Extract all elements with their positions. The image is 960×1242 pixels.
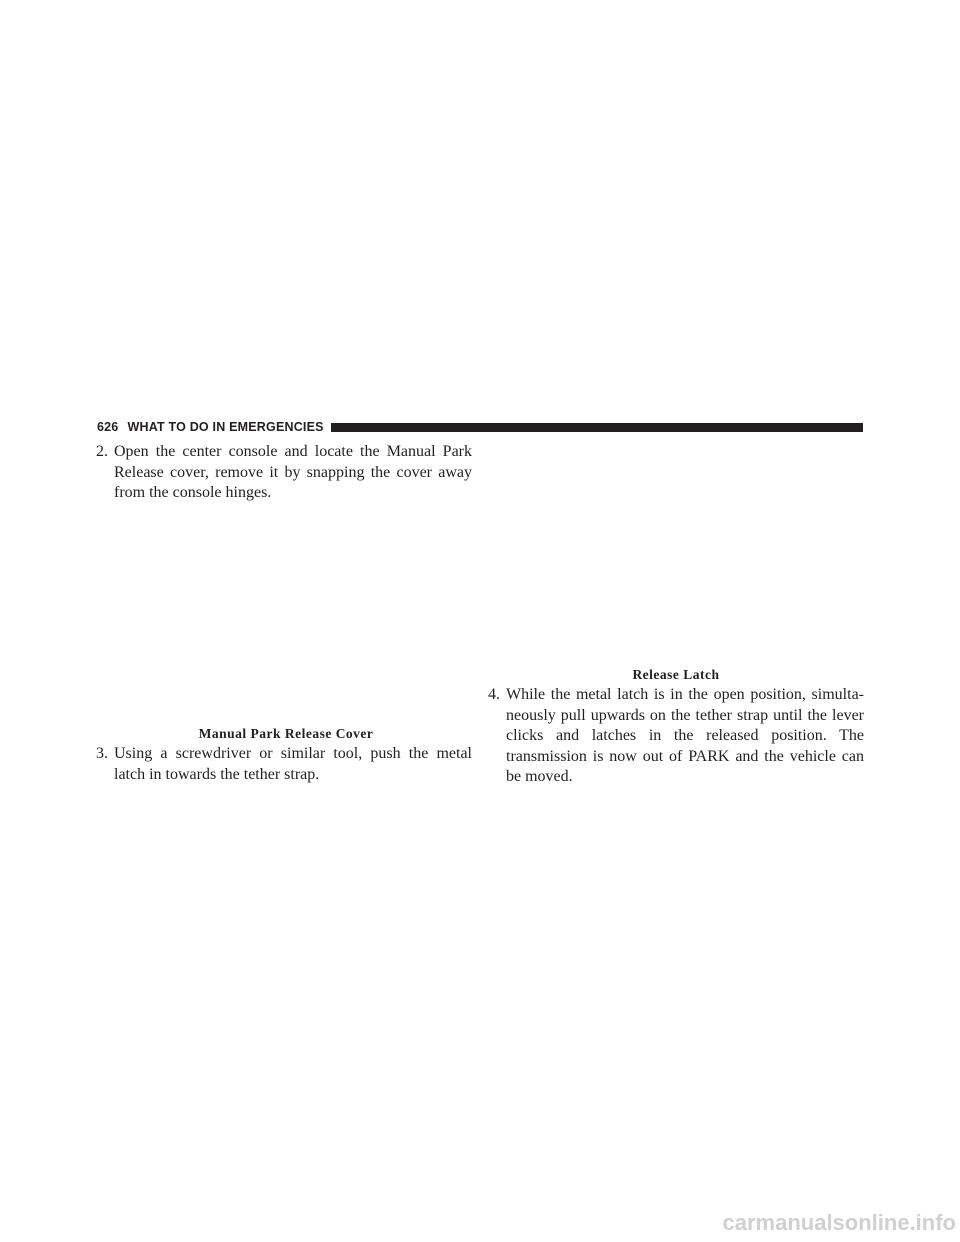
step-3-paragraph (96, 744, 472, 785)
watermark: carmanualsonline.info (722, 1210, 956, 1235)
step-number: 3. (96, 745, 108, 762)
step-text: Using a screwdriver or similar tool, push the metal latch in towards the tether strap. (114, 745, 472, 783)
figure-caption-manual-park-release-cover: Manual Park Release Cover (198, 726, 374, 741)
release-latch-figure (488, 444, 864, 662)
step-2-paragraph (96, 442, 472, 504)
manual-park-release-cover-figure (96, 506, 476, 720)
step-4-paragraph (488, 685, 864, 788)
figure-caption-release-latch: Release Latch (632, 667, 720, 682)
step-number: 2. (96, 443, 108, 460)
step-number: 4. (488, 686, 500, 703)
header-rule (331, 423, 863, 432)
section-title: WHAT TO DO IN EMERGENCIES (127, 420, 324, 434)
step-text: Open the center console and locate the Manual Park Release cover, remove it by snapping the cover away from the console hinges. (114, 443, 472, 501)
step-text: While the metal latch is in the open position, simulta-neously pull upwards on the tether strap until the lever clicks and latches in the released position. The transmission is now out of PARK and the vehicle can be moved. (506, 686, 864, 785)
page-header (97, 418, 863, 436)
page-number: 626 (97, 420, 119, 434)
